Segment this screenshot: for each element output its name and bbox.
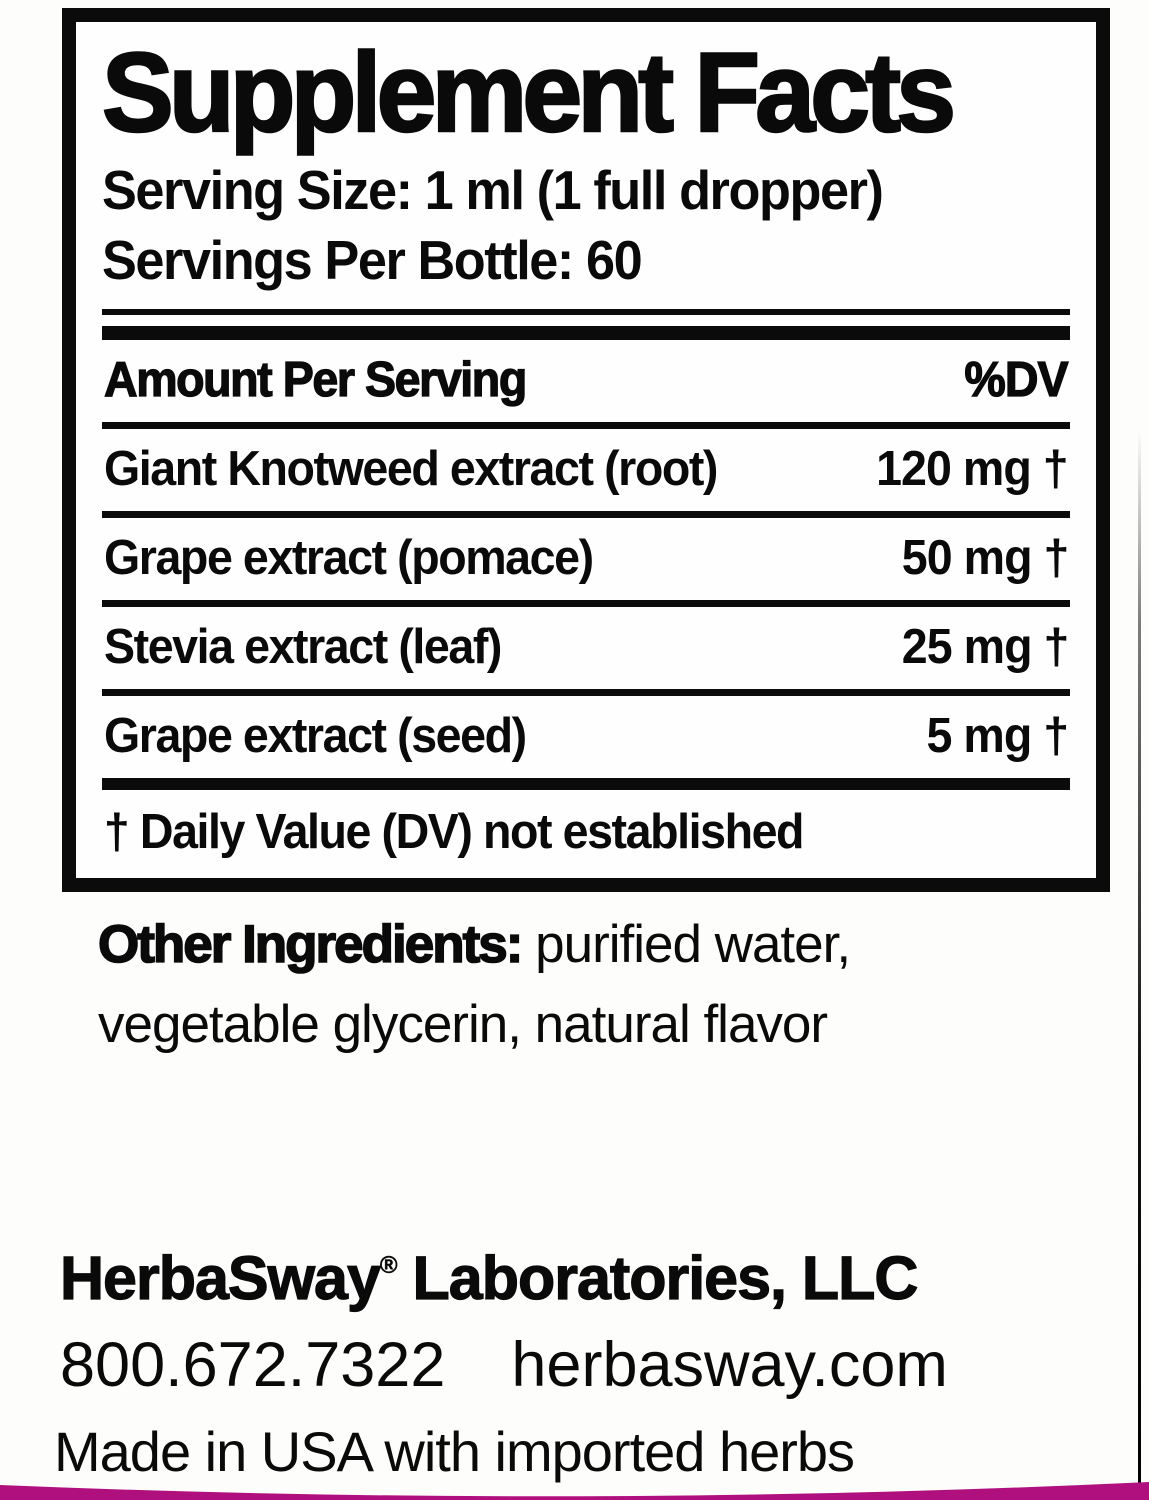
amount-per-serving-header: Amount Per Serving [104,352,526,407]
divider-thick [102,778,1070,790]
divider-thick [102,326,1070,340]
ingredient-amount: 5 mg † [926,708,1068,763]
percent-dv-header: %DV [964,352,1068,407]
other-ingredients-text: purified water, vegetable glycerin, natural flavor [98,915,851,1054]
ingredient-amount: 120 mg † [876,441,1068,496]
other-ingredients-label: Other Ingredients: [98,915,522,974]
label-edge-line [1138,430,1141,1500]
ingredient-amount: 50 mg † [901,530,1068,585]
ingredient-name: Grape extract (pomace) [104,530,593,585]
ingredient-name: Giant Knotweed extract (root) [104,441,718,496]
panel-title: Supplement Facts [102,30,952,155]
ingredient-name: Stevia extract (leaf) [104,619,501,674]
serving-size-text: Serving Size: 1 ml (1 full dropper) [102,159,883,222]
magenta-accent-bar [0,1478,1149,1500]
daily-value-footnote: † Daily Value (DV) not established [103,804,804,859]
made-in-usa-text: Made in USA with imported herbs [54,1420,855,1483]
divider-gap [102,315,1070,326]
registered-trademark-symbol: ® [379,1252,397,1279]
serving-info [102,156,1070,295]
table-row [102,429,1070,511]
table-row [102,518,1070,600]
accent-bar-shape [0,1482,1149,1500]
table-header-row [102,340,1070,422]
website-url: herbasway.com [511,1330,948,1400]
manufacturer-footer [54,1243,1090,1484]
divider [102,422,1070,429]
ingredient-amount: 25 mg † [901,619,1068,674]
ingredient-name: Grape extract (seed) [104,708,526,763]
supplement-facts-panel [62,8,1110,892]
phone-number: 800.672.7322 [60,1330,446,1400]
table-row [102,696,1070,778]
divider [102,511,1070,518]
company-suffix: Laboratories, LLC [396,1244,918,1312]
other-ingredients [98,905,1050,1064]
divider [102,600,1070,607]
servings-per-bottle-text: Servings Per Bottle: 60 [102,228,642,291]
divider [102,689,1070,696]
company-name-line [60,1243,1090,1313]
contact-line [60,1329,1090,1401]
table-row [102,607,1070,689]
company-name: HerbaSway [60,1244,380,1312]
